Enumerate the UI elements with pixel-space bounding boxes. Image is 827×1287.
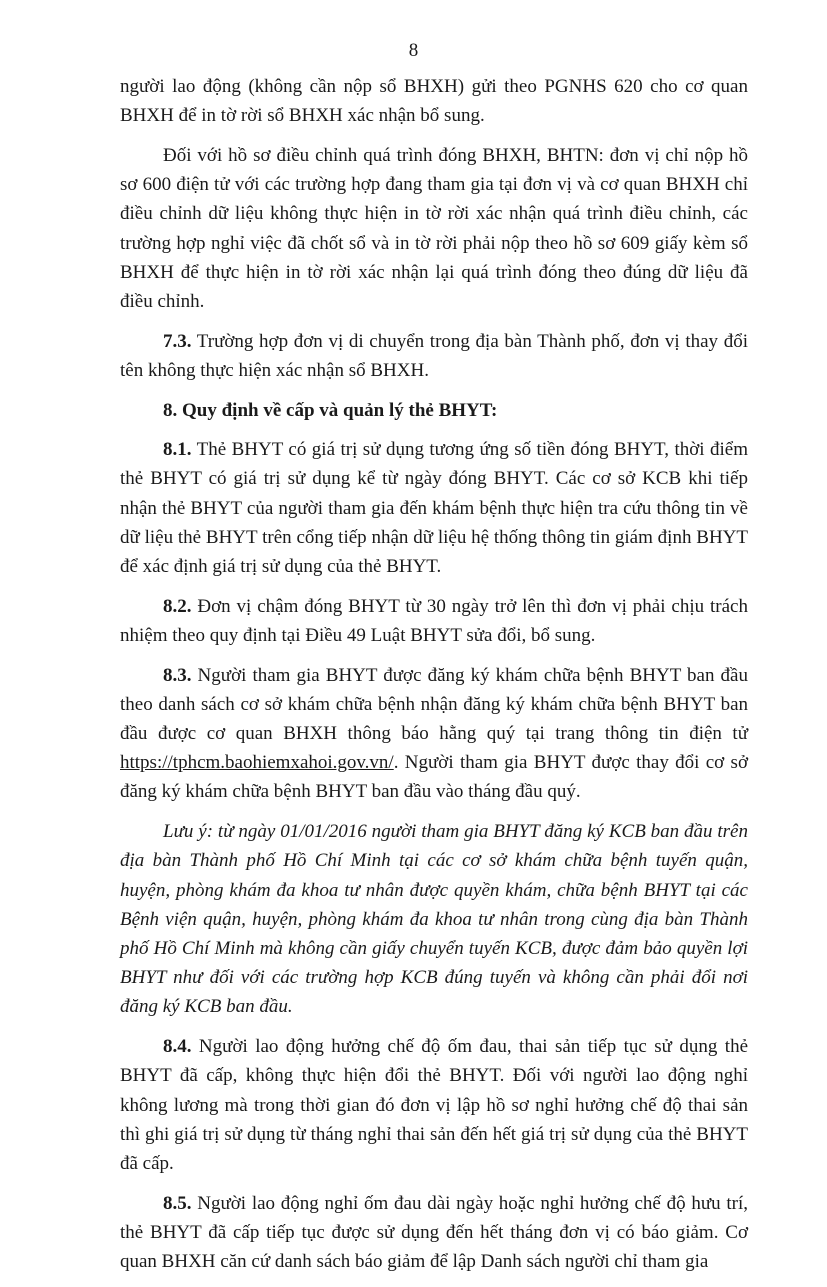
section-number: 8.5. [163,1192,192,1214]
paragraph-continuation [120,72,748,130]
section-number: 8.1. [163,439,192,461]
paragraph-7-3 [120,327,748,385]
paragraph-text: Đối với hồ sơ điều chỉnh quá trình đóng BHXH, BHTN: đơn vị chỉ nộp hồ sơ 600 điện tử với các trường hợp đang tham gia tại đơn vị và cơ quan BHXH chỉ điều chỉnh dữ liệu không thực hiện in tờ rời xác nhận quá trình điều chỉnh, các trường hợp nghỉ việc đã chốt sổ và in tờ rời phải nộp theo hồ sơ 609 giấy kèm sổ BHXH để thực hiện in tờ rời xác nhận lại quá trình đóng theo đúng dữ liệu đã điều chỉnh. [120,144,748,312]
paragraph-note [120,817,748,1021]
paragraph-8-3 [120,661,748,807]
paragraph-text: Người lao động nghỉ ốm đau dài ngày hoặc nghỉ hưởng chế độ hưu trí, thẻ BHYT đã cấp tiếp tục được sử dụng đến hết tháng đơn vị có báo giảm. Cơ quan BHXH căn cứ danh sách báo giảm để lập Danh sách người chỉ tham gia [120,1192,748,1273]
paragraph-8-5 [120,1189,748,1277]
paragraph-text: Người tham gia BHYT được đăng ký khám chữa bệnh BHYT ban đầu theo danh sách cơ sở khám chữa bệnh nhận đăng ký khám chữa bệnh BHYT ban đầu được cơ quan BHXH thông báo hằng quý tại trang thông tin điện tử [120,664,748,745]
page-number: 8 [408,40,419,61]
paragraph-text: Trường hợp đơn vị di chuyển trong địa bàn Thành phố, đơn vị thay đổi tên không thực hiện xác nhận sổ BHXH. [120,330,748,381]
paragraph-text: người lao động (không cần nộp sổ BHXH) gửi theo PGNHS 620 cho cơ quan BHXH để in tờ rời sổ BHXH xác nhận bổ sung. [120,76,748,127]
section-number: 8.2. [163,595,192,617]
paragraph-text: Lưu ý: từ ngày 01/01/2016 người tham gia BHYT đăng ký KCB ban đầu trên địa bàn Thành phố Hồ Chí Minh tại các cơ sở khám chữa bệnh tuyến quận, huyện, phòng khám đa khoa tư nhân được quyền khám, chữa bệnh BHYT tại các Bệnh viện quận, huyện, phòng khám đa khoa tư nhân trong cùng địa bàn Thành phố Hồ Chí Minh mà không cần giấy chuyển tuyến KCB, được đảm bảo quyền lợi BHYT như đối với các trường hợp KCB đúng tuyến và không cần phải đổi nơi đăng ký KCB ban đầu. [120,821,748,1018]
paragraph-dieu-chinh [120,141,748,316]
paragraph-text: Đơn vị chậm đóng BHYT từ 30 ngày trở lên thì đơn vị phải chịu trách nhiệm theo quy định tại Điều 49 Luật BHYT sửa đổi, bổ sung. [120,595,748,646]
paragraph-text: Thẻ BHYT có giá trị sử dụng tương ứng số tiền đóng BHYT, thời điểm thẻ BHYT có giá trị sử dụng kể từ ngày đóng BHYT. Các cơ sở KCB khi tiếp nhận thẻ BHYT của người tham gia đến khám bệnh thực hiện tra cứu thông tin về dữ liệu thẻ BHYT trên cổng tiếp nhận dữ liệu hệ thống thông tin giám định BHYT để xác định giá trị sử dụng của thẻ BHYT. [120,439,748,578]
document-body [120,72,748,1287]
paragraph-text: Người lao động hưởng chế độ ốm đau, thai sản tiếp tục sử dụng thẻ BHYT đã cấp, không thực hiện đổi thẻ BHYT. Đối với người lao động nghỉ không lương mà trong thời gian đó đơn vị lập hồ sơ nghỉ hưởng chế độ thai sản thì ghi giá trị sử dụng từ tháng nghỉ thai sản đến hết giá trị sử dụng của thẻ BHYT đã cấp. [120,1036,748,1174]
website-link[interactable]: https://tphcm.baohiemxahoi.gov.vn/ [120,752,394,774]
paragraph-8-4 [120,1032,748,1178]
paragraph-8-2 [120,592,748,650]
paragraph-8-1 [120,435,748,581]
section-number: 8.4. [163,1036,192,1058]
section-number: 8.3. [163,664,192,686]
section-number: 7.3. [163,330,192,352]
paragraph-text-tail: . Người tham gia BHYT được thay đổi cơ sở đăng ký khám chữa bệnh BHYT ban đầu vào tháng đầu quý. [120,752,748,803]
section-heading-8: 8. Quy định về cấp và quản lý thẻ BHYT: [163,399,498,421]
